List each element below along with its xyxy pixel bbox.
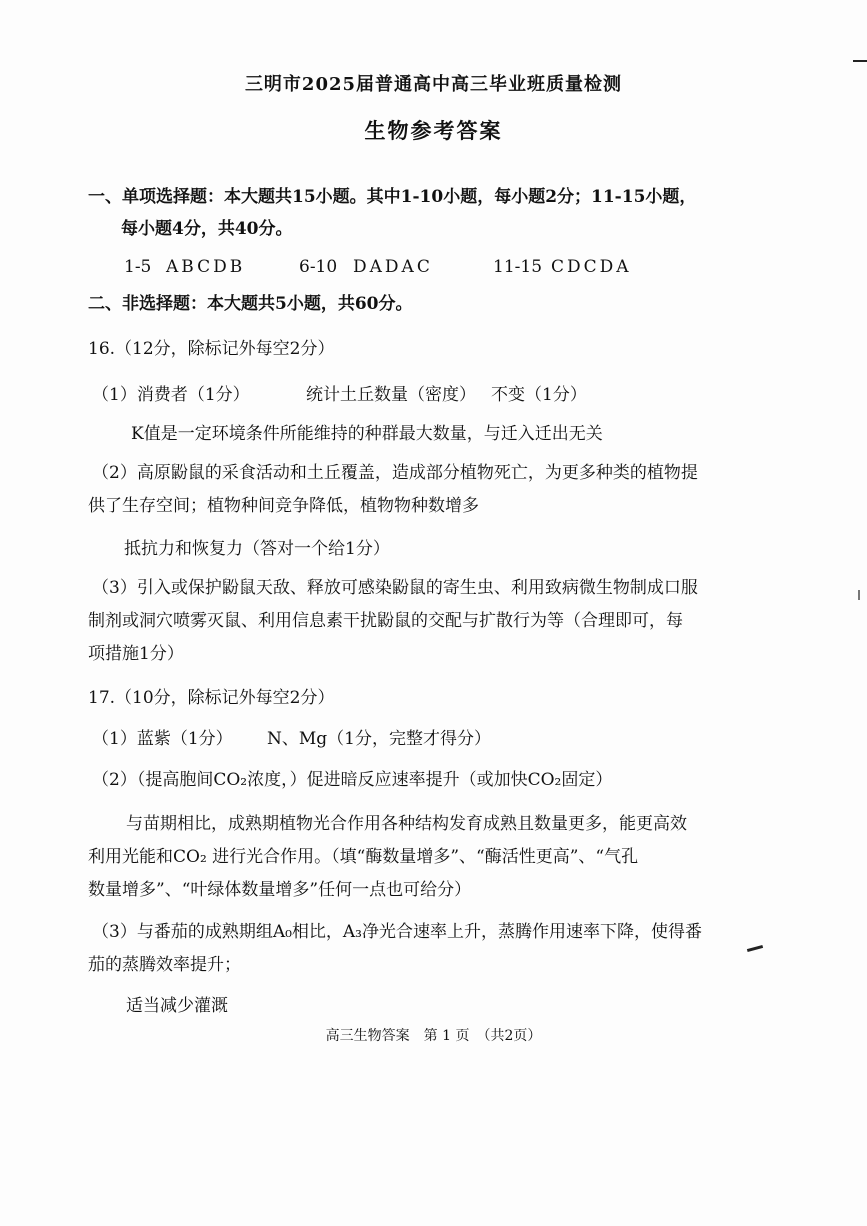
section1-heading-line2: 每小题4分，共40分。 bbox=[121, 219, 293, 239]
q16-part1-d: K值是一定环境条件所能维持的种群最大数量，与迁入迁出无关 bbox=[131, 424, 603, 444]
q17-part1-a: （1）蓝紫（1分） bbox=[92, 729, 233, 749]
mc-range-3: 11-15 bbox=[493, 257, 543, 277]
q16-part3-line3: 项措施1分） bbox=[88, 644, 184, 664]
q16-part3-line2: 制剂或洞穴喷雾灭鼠、利用信息素干扰鼢鼠的交配与扩散行为等（合理即可，每 bbox=[88, 611, 683, 631]
q17-part3-line1: （3）与番茄的成熟期组A₀相比，A₃净光合速率上升，蒸腾作用速率下降，使得番 bbox=[92, 922, 702, 942]
q17-part2-line1: 与苗期相比，成熟期植物光合作用各种结构发育成熟且数量更多，能更高效 bbox=[126, 814, 687, 834]
section1-heading-line1: 一、单项选择题：本大题共15小题。其中1-10小题，每小题2分；11-15小题， bbox=[88, 187, 697, 207]
mc-range-2: 6-10 bbox=[299, 257, 338, 277]
page-footer: 高三生物答案 第 1 页 （共2页） bbox=[325, 1028, 542, 1044]
q16-part2-line3: 抵抗力和恢复力（答对一个给1分） bbox=[124, 539, 390, 559]
scan-smudge-mark bbox=[747, 945, 763, 952]
q17-part2-a: （2）（提高胞间CO₂浓度，）促进暗反应速率提升（或加快CO₂固定） bbox=[92, 770, 613, 790]
q17-part1-b: N、Mg（1分，完整才得分） bbox=[267, 729, 491, 749]
q16-part2-line1: （2）高原鼢鼠的采食活动和土丘覆盖，造成部分植物死亡，为更多种类的植物提 bbox=[92, 463, 698, 483]
q17-part2-line3: 数量增多”、“叶绿体数量增多”任何一点也可给分） bbox=[88, 880, 472, 900]
q16-part1-a: （1）消费者（1分） bbox=[92, 385, 250, 405]
mc-letters-3: CDCDA bbox=[551, 257, 632, 277]
q17-part3-line3: 适当减少灌溉 bbox=[126, 996, 228, 1016]
scan-edge-tick bbox=[858, 590, 860, 600]
q16-heading: 16.（12分，除标记外每空2分） bbox=[88, 339, 335, 359]
q16-part3-line1: （3）引入或保护鼢鼠天敌、释放可感染鼢鼠的寄生虫、利用致病微生物制成口服 bbox=[92, 578, 698, 598]
exam-title: 三明市2025届普通高中高三毕业班质量检测 bbox=[244, 74, 623, 95]
q16-part1-b: 统计土丘数量（密度） bbox=[306, 385, 476, 405]
q16-part2-line2: 供了生存空间；植物种间竞争降低，植物物种数增多 bbox=[88, 496, 479, 516]
q17-part3-line2: 茄的蒸腾效率提升； bbox=[88, 955, 241, 975]
mc-letters-1: ABCDB bbox=[166, 257, 246, 277]
page-title: 生物参考答案 bbox=[364, 118, 503, 143]
q17-heading: 17.（10分，除标记外每空2分） bbox=[88, 688, 335, 708]
q17-part2-line2: 利用光能和CO₂ 进行光合作用。（填“酶数量增多”、“酶活性更高”、“气孔 bbox=[88, 847, 639, 867]
section2-heading: 二、非选择题：本大题共5小题，共60分。 bbox=[88, 294, 413, 314]
q16-part1-c: 不变（1分） bbox=[491, 385, 587, 405]
mc-letters-2: DADAC bbox=[353, 257, 433, 277]
scan-edge-mark bbox=[853, 60, 867, 62]
mc-range-1: 1-5 bbox=[124, 257, 152, 277]
